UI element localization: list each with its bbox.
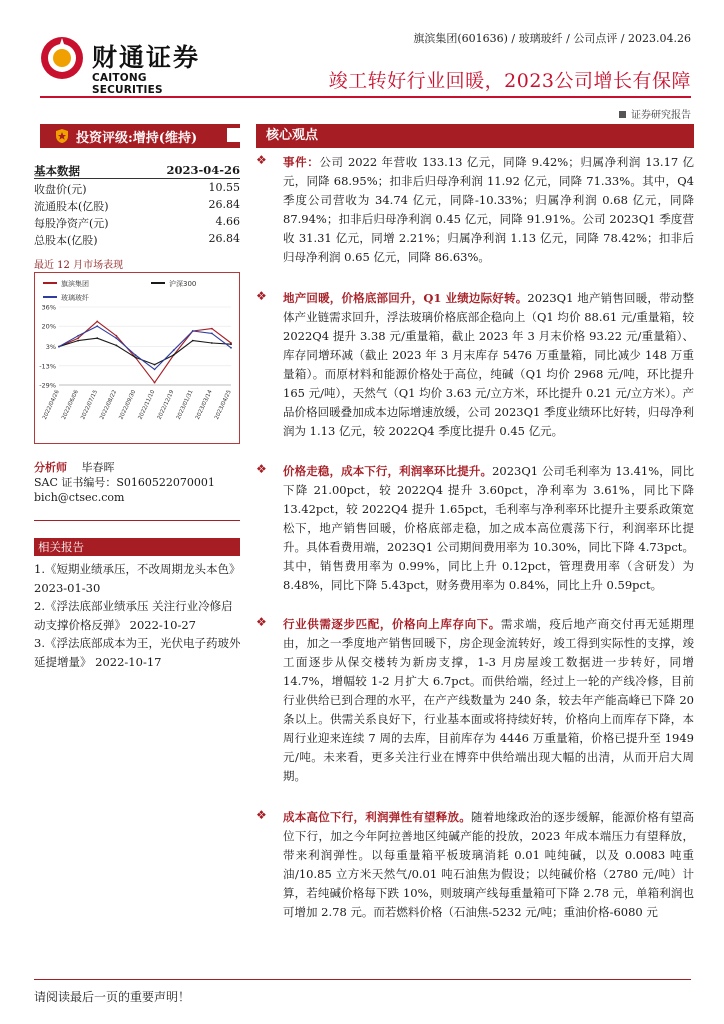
series-line	[59, 321, 231, 382]
series-point	[211, 328, 213, 330]
analyst-sac: SAC 证书编号：S0160522070001	[34, 476, 215, 489]
analyst-block	[34, 460, 240, 505]
basic-data-title: 基本数据	[34, 164, 80, 178]
series-point	[211, 333, 213, 335]
logo-emblem-icon	[40, 36, 84, 80]
paragraph-text: 随着地缘政治的逐步缓解，能源价格有望高位下行，加之今年阿拉善地区纯碱产能的投放，2023 年成本端压力有望释放，带来利润弹性。以每重量箱平板玻璃消耗 0.01 吨纯碱，以及 0.0083 吨重油/10.85 立方米天然气/0.01 吨石油焦为假设；以纯碱价格（2780 元/吨）计算，若纯碱价格每下跌 10%，则玻璃产线每重量箱可下降 2.78 元，单箱利润也可增加 2.78 元。而若燃料价格（石油焦-5232 元/吨；重油价格-6080 元	[283, 810, 694, 919]
shield-icon	[54, 128, 70, 144]
footer-divider	[34, 979, 691, 980]
paragraph-text: 2023Q1 公司毛利率为 13.41%，同比下降 21.00pct，较 2022Q4 提升 3.60pct，净利率为 3.61%，同比下降 13.42pct，较 2022Q4 提升 1.65pct，毛利率与净利率环比提升主要系政策宽松下，地产销售回暖，价格底部走稳，加之成本高位震荡下行，利润率环比提升。具体看费用端，2023Q1 公司期间费用率为 10.30%，同比下降 4.73pct。其中，销售费用率为 0.99%，同比上升 0.12pct，管理费用率（含研发）为 8.48%，同比下降 5.43pct，财务费用率为 0.84%，同比上升 0.59pct。	[283, 464, 695, 592]
series-point	[230, 343, 232, 345]
paragraph-lead: 价格走稳，成本下行，利润率环比提升。	[283, 464, 493, 478]
series-point	[173, 349, 175, 351]
report-type	[619, 106, 691, 121]
series-point	[77, 340, 79, 342]
series-point	[192, 330, 194, 332]
analyst-email[interactable]: bich@ctsec.com	[34, 491, 125, 504]
report-type-label: 证券研究报告	[631, 110, 691, 121]
y-tick-label: -13%	[39, 362, 56, 371]
core-paragraph	[256, 808, 694, 922]
paragraph-text: 2023Q1 地产销售回暖，带动整体产业链需求回升，浮法玻璃价格底部企稳向上（Q1 均价 88.61 元/重量箱，较 2022Q4 提升 3.38 元/重量箱，截止 2023 年 3 月末价格 93.22 元/重量箱）、库存同增环减（截止 2023 年 3 月末库存 5476 万重量箱，同比减少 148 万重量箱）。而原材料和能源价格处于高位，纯碱（Q1 均价 2968 元/吨，环比提升 165 元/吨），天然气（Q1 均价 3.63 元/立方米，环比提升 0.21 元/立方米）。产品价格回暖叠加成本边际增速放缓，公司 2023Q1 季度业绩环比好转，归母净利润为 1.13 亿元，较 2022Q4 季度比提升 0.45 亿元。	[283, 291, 694, 438]
logo-company-name: 财通证券	[92, 43, 201, 72]
related-report-item[interactable]: 2.《浮法底部业绩承压 关注行业冷修启动支撑价格反弹》 2022-10-27	[34, 599, 233, 632]
series-point	[230, 347, 232, 349]
series-point	[77, 335, 79, 337]
series-point	[154, 364, 156, 366]
core-view-header: 核心观点	[256, 124, 694, 148]
paragraph-lead: 成本高位下行，利润弹性有望释放。	[283, 810, 471, 824]
y-tick-label: 3%	[45, 343, 56, 352]
basic-data-date: 2023-04-26	[166, 163, 240, 177]
series-point	[135, 354, 137, 356]
x-tick-label: 2022/08/22	[99, 389, 119, 421]
rating-label: 投资评级:增持(维持)	[76, 130, 198, 146]
diamond-bullet-icon: ❖	[256, 153, 267, 167]
basic-data-value: 26.84	[208, 198, 240, 211]
diamond-bullet-icon: ❖	[256, 289, 267, 303]
series-point	[96, 325, 98, 327]
core-paragraph	[256, 615, 694, 786]
series-point	[96, 321, 98, 323]
x-tick-label: 2022/11/10	[137, 389, 157, 421]
basic-data-label: 收盘价(元)	[34, 183, 87, 196]
diamond-bullet-icon: ❖	[256, 462, 267, 476]
paragraph-lead: 事件：	[283, 155, 320, 169]
core-view-icon	[227, 128, 241, 142]
legend-label: 沪深300	[169, 280, 197, 288]
x-tick-label: 2022/12/19	[156, 389, 176, 421]
basic-data-value: 10.55	[208, 181, 240, 194]
basic-data-row	[34, 181, 240, 197]
analyst-name: 毕春晖	[81, 461, 115, 474]
legend-label: 旗滨集团	[61, 280, 89, 288]
analyst-label: 分析师	[34, 461, 67, 474]
series-point	[96, 337, 98, 339]
basic-data-value: 4.66	[215, 215, 240, 228]
basic-data-value: 26.84	[208, 232, 240, 245]
series-point	[154, 369, 156, 371]
series-point	[135, 357, 137, 359]
series-line	[59, 326, 231, 369]
paragraph-text: 需求端，疫后地产商交付再无延期理由，加之一季度地产销售回暖下，房企现金流转好，竣工得到实际性的支撑，竣工面逐步从保交楼转为新房支撑，1-3 月房屋竣工数据进一步转好，同增 14.7%，增幅较 1-2 月扩大 6.7pct。而供给端，经过上一轮的产线冷修，目前行业供给已到合理的水平，在产产线数量为 240 条，较去年产能高峰已下降 20 条以上。供需关系良好下，行业基本面或将持续好转，价格向上而库存下降，本周行业迎来连续 7 周的去库，目前库存为 4446 万重量箱，价格已提升至 1949 元/吨。未来看，更多关注行业在博弈中供给端出现大幅的出清，从而开启大周期。	[283, 617, 695, 783]
basic-data-divider	[34, 178, 240, 179]
series-point	[192, 340, 194, 342]
y-tick-label: 36%	[41, 303, 56, 312]
series-point	[58, 346, 60, 348]
market-performance-label: 最近 12 月市场表现	[34, 260, 124, 271]
logo-company-english: CAITONG SECURITIES	[92, 72, 163, 96]
basic-data-row	[34, 215, 240, 231]
y-tick-label: 20%	[41, 322, 56, 331]
core-paragraph	[256, 153, 694, 267]
diamond-bullet-icon: ❖	[256, 615, 267, 629]
y-tick-label: -29%	[39, 381, 56, 390]
header-divider	[40, 96, 691, 98]
series-line	[59, 338, 231, 364]
diamond-bullet-icon: ❖	[256, 808, 267, 822]
analyst-divider	[34, 520, 240, 521]
x-tick-label: 2022/06/06	[61, 389, 80, 421]
paragraph-lead: 行业供需逐步匹配，价格向上库存向下。	[283, 617, 501, 631]
x-tick-label: 2023/03/14	[194, 389, 214, 421]
core-paragraph	[256, 462, 694, 595]
analyst-name-row	[34, 460, 240, 475]
basic-data-label: 流通股本(亿股)	[34, 200, 109, 213]
related-reports-header: 相关报告	[34, 538, 240, 556]
basic-data-row	[34, 232, 240, 248]
paragraph-text: 公司 2022 年营收 133.13 亿元，同降 9.42%；归属净利润 13.17 亿元，同降 68.95%；扣非后归母净利润 11.92 亿元，同降 71.33%。其中，Q4 季度公司营收为 34.74 亿元，同降-10.33%；归属净利润 0.68 亿元，同降 87.94%；扣非后归母净利润 0.45 亿元，同降 91.91%。公司 2023Q1 季度营收 31.31 亿元，同增 2.21%；归属净利润 1.13 亿元，同降 78.42%；扣非后归母净利润 0.65 亿元，同降 86.63%。	[283, 155, 695, 264]
basic-data-label: 总股本(亿股)	[34, 234, 98, 247]
stock-performance-chart	[34, 272, 240, 444]
x-tick-label: 2022/04/26	[41, 389, 61, 421]
series-point	[115, 335, 117, 337]
basic-data-label: 每股净资产(元)	[34, 217, 109, 230]
x-tick-label: 2022/07/15	[80, 389, 100, 421]
related-report-item[interactable]: 3.《浮法底部成本为王，光伏电子药玻外延提增量》 2022-10-17	[34, 636, 241, 669]
series-point	[154, 382, 156, 384]
company-logo	[40, 36, 220, 96]
series-point	[115, 345, 117, 347]
related-reports-list	[34, 560, 242, 671]
x-tick-label: 2022/09/30	[118, 389, 138, 421]
report-title: 竣工转好行业回暖，2023公司增长有保障	[328, 70, 691, 92]
legend-label: 玻璃玻纤	[61, 294, 89, 302]
stock-performance-svg	[35, 273, 239, 443]
x-tick-label: 2023/01/31	[175, 389, 195, 421]
series-point	[211, 342, 213, 344]
x-tick-label: 2023/04/25	[213, 389, 233, 421]
paragraph-lead: 地产回暖，价格底部回升，Q1 业绩边际好转。	[283, 291, 528, 305]
basic-data-row	[34, 198, 240, 214]
square-bullet-icon	[619, 111, 626, 118]
series-point	[115, 337, 117, 339]
rating-banner	[40, 124, 240, 148]
series-point	[173, 354, 175, 356]
series-point	[77, 337, 79, 339]
footer-disclaimer-note: 请阅读最后一页的重要声明！	[34, 990, 191, 1004]
related-report-item[interactable]: 1.《短期业绩承压，不改周期龙头本色》 2023-01-30	[34, 562, 241, 595]
core-paragraph	[256, 289, 694, 441]
header-meta-line: 旗滨集团(601636) / 玻璃玻纤 / 公司点评 / 2023.04.26	[413, 32, 691, 45]
